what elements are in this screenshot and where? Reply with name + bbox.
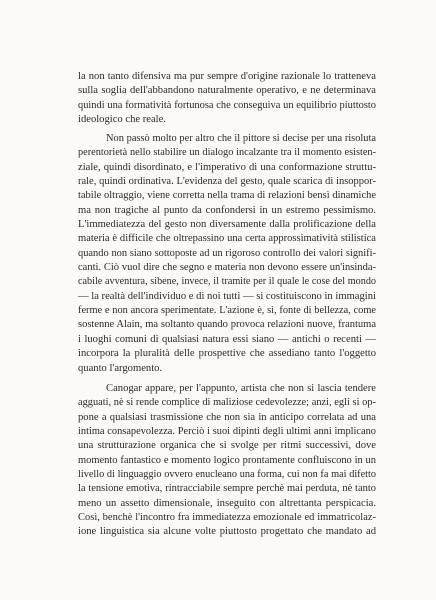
text-line: Così, benchè l'incontro fra immediatezza emozionale ed immatricolaz- bbox=[78, 512, 376, 524]
text-line: rale, quindi ordinativa. L'evidenza del gesto, quale scarica di insoppor- bbox=[78, 176, 376, 188]
text-line: ione linguistica sia alcune volte piuttosto progettato che mandato ad bbox=[78, 526, 376, 538]
text-line: ferme e non ancora sperimentate. L'azione è, sì, fonte di bellezza, come bbox=[78, 305, 376, 317]
text-line: i luoghi comuni di qualsiasi natura essi siano — antichi o recenti — bbox=[78, 333, 376, 345]
text-line: livello di linguaggio ovvero enucleano una forma, cui non fa mai difetto bbox=[78, 469, 376, 481]
text-line: momento fantastico e momento logico prontamente confluiscono in un bbox=[78, 454, 376, 466]
text-line: meno un assetto dimensionale, inseguito con altrettanta perspicacia. bbox=[78, 497, 376, 509]
text-line: Non passò molto per altro che il pittore si decise per una risoluta bbox=[106, 133, 376, 144]
text-line: cabile avventura, sibene, invece, il tramite per il quale le cose del mondo bbox=[78, 276, 376, 288]
text-line: ideologico che reale. bbox=[78, 114, 166, 126]
text-line: incorpora la pluralità delle prospettive che assediano tanto l'oggetto bbox=[78, 348, 376, 360]
paragraph-1 bbox=[78, 70, 376, 127]
text-line: L'immediatezza del gesto non diversamente dalla prolificazione della bbox=[78, 219, 376, 231]
text-line: ma non tragiche al punto da confondersi in un estremo pessimismo. bbox=[78, 204, 376, 216]
text-line: pone a qualsiasi trasmissione che non sia in anticipo correlata ad una bbox=[78, 411, 376, 423]
text-line: perentorietà nello stabilire un dialogo incalzante tra il momento esisten- bbox=[78, 147, 376, 159]
text-line: canti. Ciò vuol dire che segno e materia non devono essere un'insinda- bbox=[78, 262, 376, 274]
text-line: ziale, quindi disordinato, e l'imperativo di una conformazione struttu- bbox=[78, 161, 376, 173]
text-line: agguati, nè si rende complice di maliziose cedevolezze; anzi, egli si op- bbox=[78, 397, 376, 409]
text-line: quanto l'argomento. bbox=[78, 362, 163, 374]
text-line: tabile oltraggio, viene corretta nella trama di relazioni bensì dinamiche bbox=[78, 190, 376, 202]
text-line: una strutturazione organica che si svolge per ritmi successivi, dove bbox=[78, 440, 376, 452]
text-line: quando non siano sottoposte ad un rigoroso controllo dei valori signifi- bbox=[78, 247, 376, 259]
text-line: la non tanto difensiva ma pur sempre d'origine razionale lo tratteneva bbox=[78, 71, 376, 82]
paragraph-2 bbox=[78, 132, 376, 376]
text-line: quindi una formatività fortunosa che conseguiva un equilibrio piuttosto bbox=[78, 99, 376, 111]
text-line: sulla soglia dell'abbandono naturalmente operativo, e ne determinava bbox=[78, 85, 376, 97]
text-line: Canogar appare, per l'appunto, artista che non si lascia tendere bbox=[106, 383, 376, 394]
text-line: la tensione emotiva, rintracciabile sempre perchè mai perduta, nè tanto bbox=[78, 483, 376, 495]
text-line: — la realtà dell'individuo e di noi tutti — si costituiscono in immagini bbox=[78, 290, 376, 302]
paragraph-3 bbox=[78, 382, 376, 540]
text-line: intima consapevolezza. Perciò i suoi dipinti degli ultimi anni implicano bbox=[78, 426, 376, 438]
text-line: sostenne Alain, ma soltanto quando provoca relazioni nuove, frantuma bbox=[78, 319, 376, 331]
text-line: materia è difficile che oltrepassino una certa approssimatività stilistica bbox=[78, 233, 376, 245]
